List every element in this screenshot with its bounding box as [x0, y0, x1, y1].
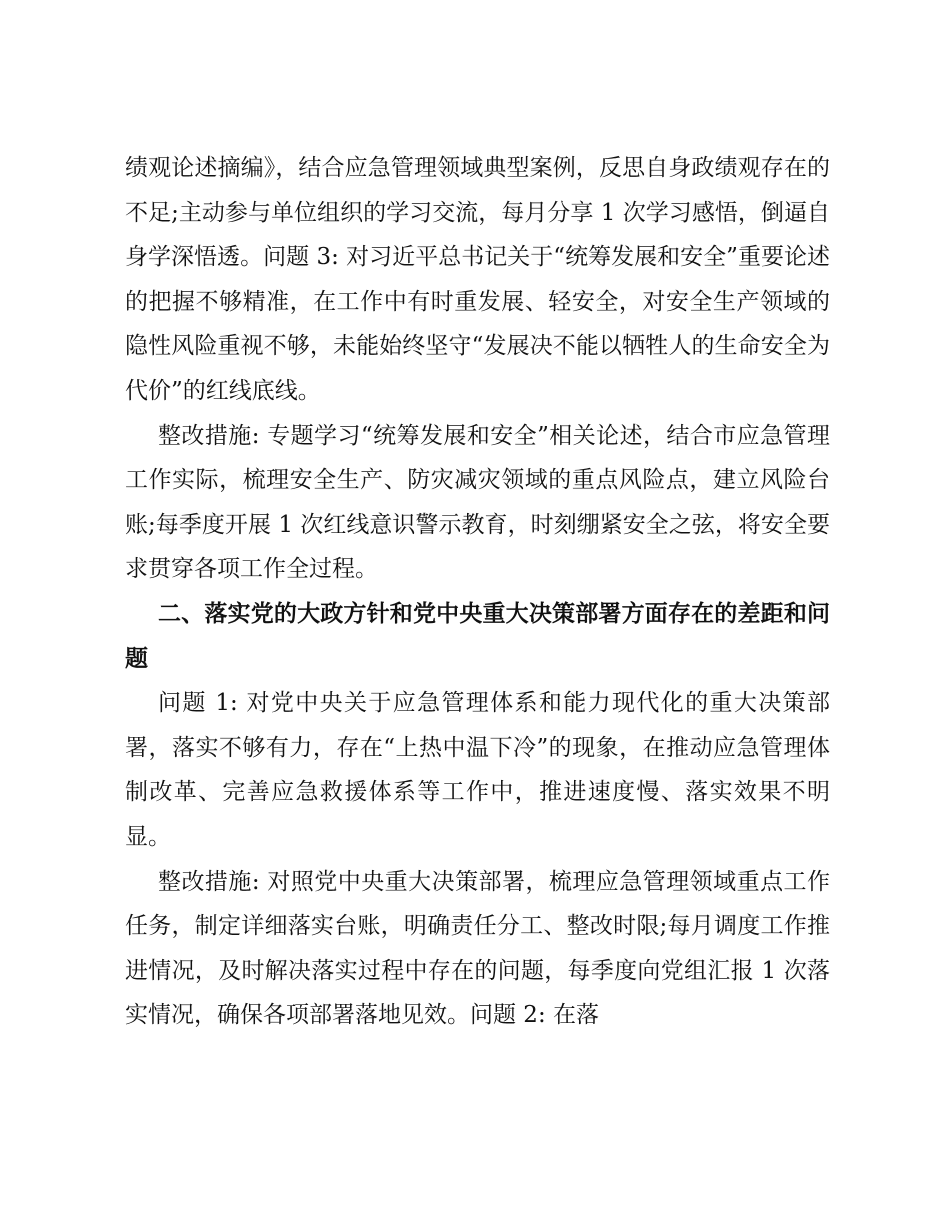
paragraph-problem-3: 绩观论述摘编》，结合应急管理领域典型案例，反思自身政绩观存在的不足;主动参与单位组织的学习交流，每月分享 1 次学习感悟，倒逼自身学深悟透。问题 3: 对习近平总书记关于“统筹发展和安全”重要论述的把握不够精准，在工作中有时重发展、轻安全，对安全生产领域的隐性风险重视不够，未能始终坚守“发展决不能以牺牲人的生命安全为代价”的红线底线。 — [125, 155, 830, 404]
section-heading-2: 二、落实党的大政方针和党中央重大决策部署方面存在的差距和问题 — [125, 600, 830, 672]
paragraph-rectification-3: 整改措施: 专题学习“统筹发展和安全”相关论述，结合市应急管理工作实际，梳理安全生产、防灾减灾领域的重点风险点，建立风险台账;每季度开展 1 次红线意识警示教育，时刻绷紧安全之弦，将安全要求贯穿各项工作全过程。 — [125, 422, 830, 583]
paragraph-section2-rectification-1: 整改措施: 对照党中央重大决策部署，梳理应急管理领域重点工作任务，制定详细落实台账，明确责任分工、整改时限;每月调度工作推进情况，及时解决落实过程中存在的问题，每季度向党组汇报 1 次落实情况，确保各项部署落地见效。问题 2: 在落 — [125, 868, 830, 1029]
document-page — [125, 146, 830, 1038]
paragraph-section2-problem-1: 问题 1: 对党中央关于应急管理体系和能力现代化的重大决策部署，落实不够有力，存在“上热中温下冷”的现象，在推动应急管理体制改革、完善应急救援体系等工作中，推进速度慢、落实效果不明显。 — [125, 690, 830, 850]
